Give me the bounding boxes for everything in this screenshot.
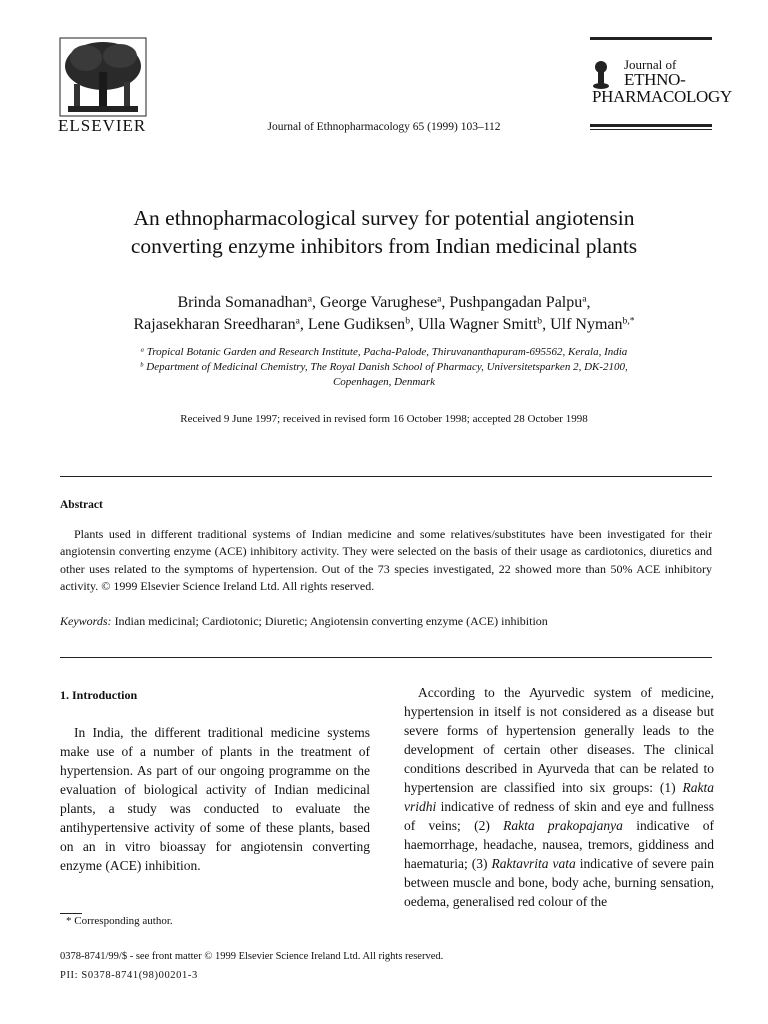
intro-paragraph-left: In India, the different traditional medicine systems make use of a number of plants in the treatment of hypertension. As part of our ongoing programme on the evaluation of biological activity of Indian medicinal plants, a study was conducted to evaluate the antihypertensive activity of some of these plants, based on an in vitro bioassay for angiotensin converting enzyme (ACE) inhibition.	[60, 725, 370, 873]
title-line-1: An ethnopharmacological survey for potential angiotensin	[133, 206, 635, 230]
author-affil-mark: a	[295, 315, 300, 327]
ayurvedic-term: Rakta prakopajanya	[503, 818, 623, 833]
author-affil-mark: a	[307, 293, 312, 305]
author-affil-mark: b,*	[622, 315, 635, 327]
journal-logo-line2: ETHNO-	[624, 70, 686, 89]
journal-logo-rule-bottom	[590, 124, 712, 127]
author-affil-mark: b	[405, 315, 410, 327]
divider	[60, 657, 712, 658]
title-line-2: converting enzyme inhibitors from Indian medicinal plants	[130, 234, 638, 258]
author-name: , Pushpangadan Palpu	[441, 294, 583, 311]
keywords-label: Keywords:	[60, 614, 112, 628]
received-dates: Received 9 June 1997; received in revised form 16 October 1998; accepted 28 October 1998	[180, 413, 588, 425]
journal-citation: Journal of Ethnopharmacology 65 (1999) 103–112	[267, 121, 501, 133]
affil-mark-b: b	[140, 361, 144, 369]
keywords-text: Indian medicinal; Cardiotonic; Diuretic; Angiotensin converting enzyme (ACE) inhibition	[111, 614, 548, 628]
author-name: , Lene Gudiksen	[299, 316, 406, 333]
elsevier-tree-logo	[58, 36, 148, 118]
section-heading: 1. Introduction	[60, 688, 138, 702]
ayurvedic-term: Raktavrita vata	[491, 856, 576, 871]
journal-logo-rule-bottom-thin	[590, 129, 712, 130]
journal-logo-line1: Journal of	[624, 57, 677, 72]
intro-paragraph-right	[404, 683, 714, 911]
footnote: * Corresponding author.	[66, 915, 173, 927]
affil-mark-a: a	[140, 346, 144, 354]
author-list: Brinda Somanadhan$^a$, George Varughese$^a$, Pushpangadan Palpu$^a$, Rajasekharan Sreedharan$^a$, Lene Gudiksen$^b$, Ulla Wagner Smitt$^b$, Ulf Nyman$^{b,*}$	[133, 293, 635, 333]
journal-logo-rule-top	[590, 37, 712, 40]
affiliation-b-cont: Copenhagen, Denmark	[332, 376, 436, 388]
body-text: According to the Ayurvedic system of medicine, hypertension in itself is not considered as a disease but severe forms of hypertension generally leads to the development of certain other diseases. The clinical conditions described in Ayurveda that can be related to hypertension are classified into six groups: (1)	[404, 685, 714, 795]
affiliations	[60, 345, 708, 390]
publisher-name: ELSEVIER	[58, 116, 147, 135]
affiliation-b: Department of Medicinal Chemistry, The Royal Danish School of Pharmacy, Universitetsparken 2, DK-2100,	[146, 361, 628, 373]
author-name: , George Varughese	[311, 294, 438, 311]
body-text: indicative of haemorrhage, headache, nausea, tremors, giddiness and haematuria; (3)	[404, 818, 714, 871]
footnote-rule	[60, 913, 82, 914]
journal-logo-text	[592, 57, 732, 106]
author-affil-mark: b	[537, 315, 543, 327]
abstract-body: Plants used in different traditional systems of Indian medicine and some relatives/substitutes have been investigated for their angiotensin converting enzyme (ACE) inhibitory activity. They were selected on the basis of their usage as cardiotonics, diuretics and other uses related to the symptoms of hypertension. Out of the 73 species investigated, 22 showed more than 50% ACE inhibitory activity. © 1999 Elsevier Science Ireland Ltd. All rights reserved.	[60, 527, 712, 593]
author-affil-mark: a	[582, 293, 587, 305]
article-title	[60, 204, 708, 260]
body-text: indicative of redness of skin and eye and fullness of veins; (2)	[404, 799, 714, 833]
affiliation-a: Tropical Botanic Garden and Research Institute, Pacha-Palode, Thiruvananthapuram-695562, Kerala, India	[146, 346, 628, 358]
ayurvedic-term: Rakta vridhi	[404, 780, 714, 814]
divider	[60, 476, 712, 477]
author-affil-mark: a	[437, 293, 442, 305]
keywords	[60, 614, 712, 629]
pii-line: PII: S0378-8741(98)00201-3	[60, 970, 198, 981]
author-name: , Ulf Nyman	[542, 316, 623, 333]
copyright-line: 0378-8741/99/$ - see front matter © 1999 Elsevier Science Ireland Ltd. All rights reserved.	[60, 951, 444, 962]
author-name: Brinda Somanadhan	[177, 294, 308, 311]
abstract-heading: Abstract	[60, 499, 103, 511]
author-name: Rajasekharan Sreedharan	[133, 316, 296, 333]
journal-logo-line3: PHARMACOLOGY	[592, 87, 732, 106]
body-text: indicative of severe pain between muscle and bone, body ache, burning sensation, oedema, generalised red colour of the	[404, 856, 714, 909]
journal-emblem-icon	[590, 58, 612, 90]
author-name: , Ulla Wagner Smitt	[409, 316, 538, 333]
